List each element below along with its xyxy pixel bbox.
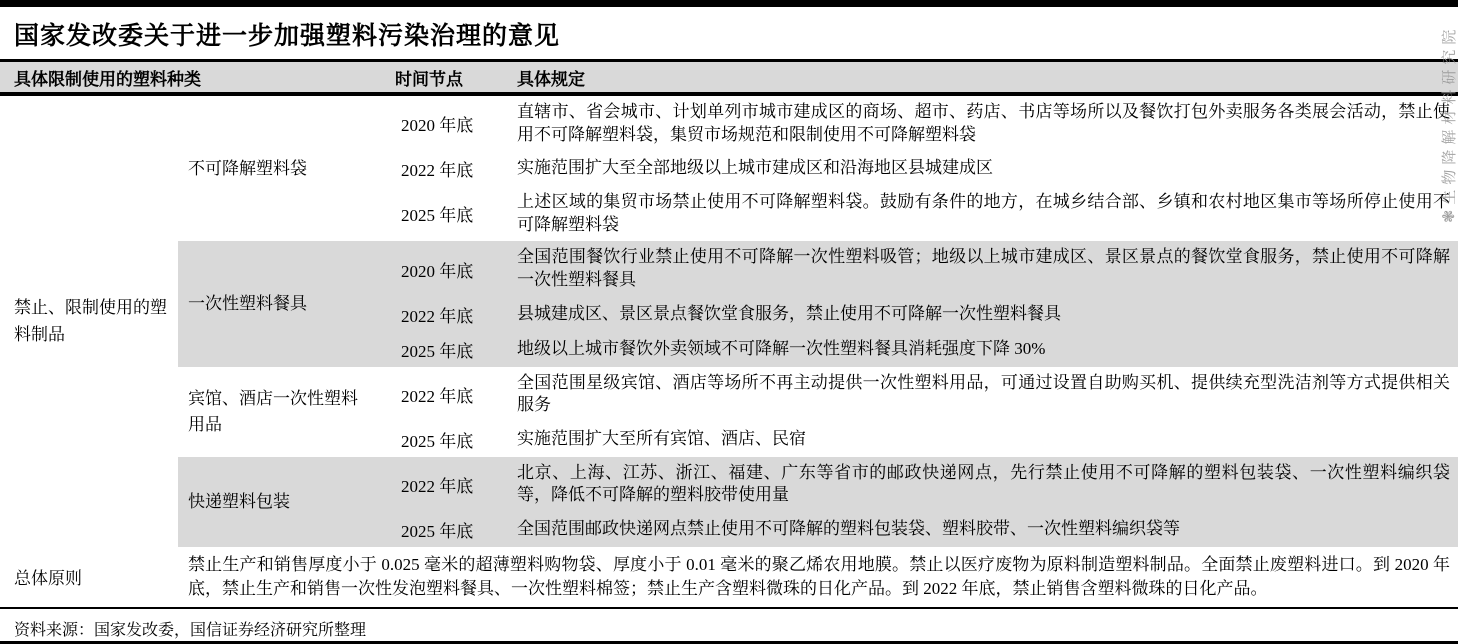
section-rows-hotel-items	[395, 367, 1458, 457]
regulation-text: 全国范围餐饮行业禁止使用不可降解一次性塑料吸管；地级以上城市建成区、景区景点的餐饮堂食服务，禁止使用不可降解一次性塑料餐具	[517, 247, 1450, 290]
regulation-text: 直辖市、省会城市、计划单列市城市建成区的商场、超市、药店、书店等场所以及餐饮打包外卖服务各类展会活动，禁止使用不可降解塑料袋，集贸市场规范和限制使用不可降解塑料袋	[517, 102, 1450, 144]
table-header	[0, 59, 1458, 96]
subcategory-cell-tableware	[178, 241, 395, 366]
time-node-value: 2020 年底	[401, 261, 474, 281]
top-border-rule	[0, 0, 1458, 7]
section-rows-express-packaging	[395, 457, 1458, 547]
section-rows-tableware	[395, 241, 1458, 366]
subcategory-label: 宾馆、酒店一次性塑料用品	[188, 389, 358, 434]
category-label: 禁止、限制使用的塑料制品	[14, 298, 167, 344]
table-row	[395, 151, 1458, 186]
table-row	[395, 422, 1458, 457]
time-node-value: 2025 年底	[401, 341, 474, 361]
regulation-text: 县城建成区、景区景点餐饮堂食服务，禁止使用不可降解一次性塑料餐具	[517, 303, 1061, 323]
section-rows-plastic-bags	[395, 96, 1458, 241]
watermark-text: 生物降解材料研究院	[1442, 24, 1458, 205]
subcategory-label: 快递塑料包装	[188, 492, 290, 512]
time-node-value: 2022 年底	[401, 386, 474, 406]
regulation-text: 北京、上海、江苏、浙江、福建、广东等省市的邮政快递网点，先行禁止使用不可降解的塑料包装袋、一次性塑料编织袋等，降低不可降解的塑料胶带使用量	[517, 462, 1450, 505]
time-node-value: 2025 年底	[401, 431, 474, 451]
time-node-value: 2022 年底	[401, 161, 474, 181]
header-time-node: 时间节点	[395, 69, 463, 89]
table-row	[395, 367, 1458, 422]
subcategory-cell-express-packaging	[178, 457, 395, 547]
principle-label: 总体原则	[14, 569, 82, 589]
table-row	[395, 96, 1458, 151]
regulation-text: 全国范围邮政快递网点禁止使用不可降解的塑料包装袋、塑料胶带、一次性塑料编织袋等	[517, 519, 1180, 539]
table-row	[395, 241, 1458, 296]
subcategory-label: 不可降解塑料袋	[188, 158, 307, 178]
table-row	[395, 332, 1458, 367]
time-node-value: 2022 年底	[401, 476, 474, 496]
time-node-value: 2025 年底	[401, 206, 474, 226]
time-node-value: 2020 年底	[401, 116, 474, 136]
watermark-logo-icon: ❃	[1441, 204, 1458, 223]
regulation-text: 地级以上城市餐饮外卖领域不可降解一次性塑料餐具消耗强度下降 30%	[517, 338, 1046, 358]
principle-text: 禁止生产和销售厚度小于 0.025 毫米的超薄塑料购物袋、厚度小于 0.01 毫米的聚乙烯农用地膜。禁止以医疗废物为原料制造塑料制品。全面禁止废塑料进口。到 2020 年底，禁止生产和销售一次性发泡塑料餐具、一次性塑料棉签；禁止生产含塑料微珠的日化产品。到 2022 年底，禁止销售含塑料微珠的日化产品。	[188, 555, 1450, 598]
regulation-text: 实施范围扩大至全部地级以上城市建成区和沿海地区县城建成区	[517, 158, 993, 178]
table-row	[395, 297, 1458, 332]
table-row	[395, 457, 1458, 512]
regulation-text: 全国范围星级宾馆、酒店等场所不再主动提供一次性塑料用品，可通过设置自助购买机、提供续充型洗洁剂等方式提供相关服务	[517, 372, 1450, 415]
header-plastic-types: 具体限制使用的塑料种类	[14, 69, 201, 89]
table-body	[0, 96, 1458, 607]
regulation-text: 上述区域的集贸市场禁止使用不可降解塑料袋。鼓励有条件的地方，在城乡结合部、乡镇和农村地区集市等场所停止使用不可降解塑料袋	[517, 192, 1450, 234]
category-cell	[0, 96, 178, 547]
regulation-text: 实施范围扩大至所有宾馆、酒店、民宿	[517, 429, 806, 449]
subcategory-cell-hotel-items	[178, 367, 395, 457]
subcategory-label: 一次性塑料餐具	[188, 294, 307, 314]
time-node-value: 2022 年底	[401, 306, 474, 326]
header-regulations: 具体规定	[517, 69, 585, 89]
table-row	[395, 186, 1458, 241]
time-node-value: 2025 年底	[401, 522, 474, 542]
source-note: 资料来源：国家发改委，国信证券经济研究所整理	[0, 607, 1458, 644]
page-title: 国家发改委关于进一步加强塑料污染治理的意见	[14, 23, 561, 50]
table-row	[395, 512, 1458, 547]
subcategory-cell-plastic-bags	[178, 96, 395, 241]
